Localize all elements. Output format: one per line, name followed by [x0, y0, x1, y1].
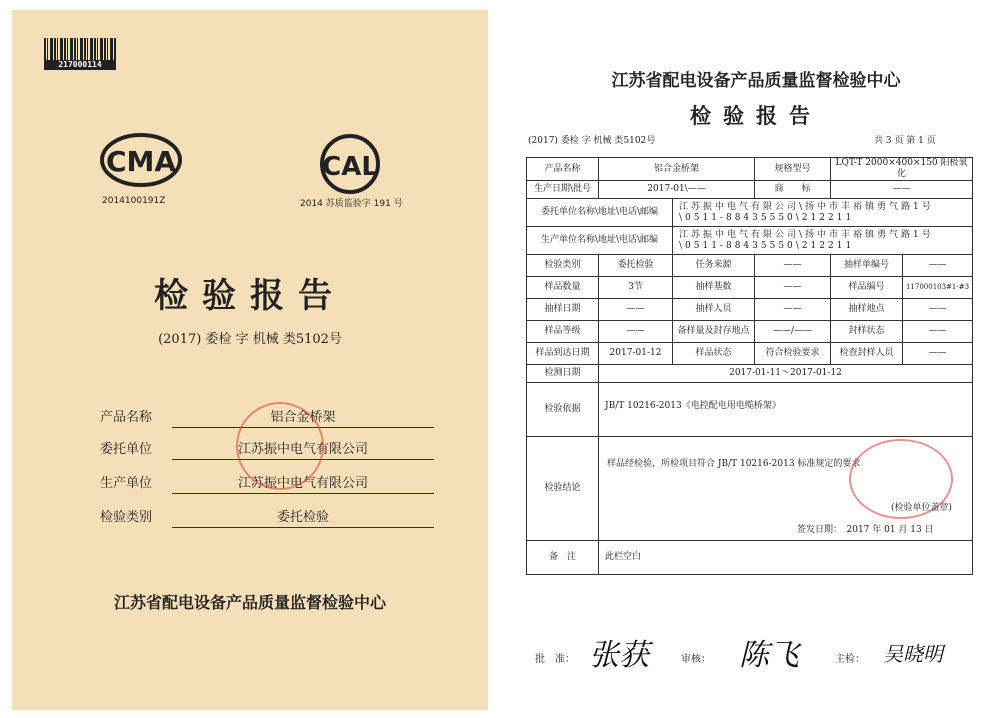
report-title: 检验报告 [690, 103, 822, 128]
cal-logo-text: CAL [322, 152, 378, 182]
cell-value: —— [755, 299, 831, 321]
cell-label: 生产日期\批号 [527, 181, 599, 199]
cover-field-label: 检验类别 [100, 510, 153, 525]
cell-label: 抽样地点 [831, 299, 903, 321]
cover-field-label: 生产单位 [100, 476, 153, 491]
cma-logo [100, 133, 182, 187]
cal-code: 2014 苏质监验字 191 号 [300, 199, 403, 209]
cover-field-value: 江苏振中电气有限公司 [172, 472, 434, 494]
cell-label: 样品到达日期 [527, 343, 599, 365]
cell-label: 检测日期 [527, 365, 599, 383]
seal-note: (检验单位盖章) [891, 503, 953, 513]
cover-field-label: 产品名称 [100, 410, 153, 425]
cell-value: —— [903, 321, 973, 343]
cell-value: 江苏振中电气有限公司\扬中市丰裕镇勇气路1号\0511-88435550\212211 [673, 199, 973, 227]
cell-value: —— [903, 255, 973, 277]
approve-label: 批 准： [535, 654, 575, 665]
cell-value: LQT-T 2000×400×150 阳极氧化 [831, 158, 973, 181]
cell-label: 检查封样人员 [831, 343, 903, 365]
cell-value: ——/—— [755, 321, 831, 343]
cell-label: 样品状态 [673, 343, 755, 365]
cell-label: 商 标 [755, 181, 831, 199]
cell-value: 江苏振中电气有限公司\扬中市丰裕镇勇气路1号\0511-88435550\212211 [673, 227, 973, 255]
cover-field-value: 铝合金桥架 [172, 406, 434, 428]
cell-label: 备 注 [527, 541, 599, 575]
cell-value: JB/T 10216-2013《电控配电用电缆桥架》 [599, 383, 973, 437]
cell-value: —— [903, 299, 973, 321]
cell-value: 铝合金桥架 [599, 158, 755, 181]
cell-label: 检验依据 [527, 383, 599, 437]
cell-label: 抽样日期 [527, 299, 599, 321]
report-table [526, 157, 972, 623]
approve-signature: 张获 [589, 638, 649, 673]
issue-date: 签发日期： 2017 年 01 月 13 日 [797, 525, 934, 535]
cell-value: —— [755, 255, 831, 277]
cell-label: 样品编号 [831, 277, 903, 299]
report-number: (2017) 委检 字 机械 类5102号 [528, 136, 656, 146]
review-label: 审核： [681, 654, 711, 665]
conclusion-cell [599, 437, 973, 541]
cell-value: —— [599, 299, 673, 321]
cover-report-number: (2017) 委检 字 机械 类5102号 [158, 332, 342, 347]
cell-label: 样品数量 [527, 277, 599, 299]
cell-value: 2017-01-11～2017-01-12 [599, 365, 973, 383]
chief-signature: 吴晓明 [883, 642, 943, 666]
cma-code: 2014100191Z [102, 196, 166, 206]
cma-logo-text: CMA [105, 145, 177, 178]
report-organization: 江苏省配电设备产品质量监督检验中心 [611, 71, 901, 91]
cell-label: 检验结论 [527, 437, 599, 541]
cell-label: 抽样单编号 [831, 255, 903, 277]
cell-label: 检验类别 [527, 255, 599, 277]
cell-label: 生产单位名称\地址\电话\邮编 [527, 227, 673, 255]
cell-label: 委托单位名称\地址\电话\邮编 [527, 199, 673, 227]
cell-value: 2017-01\—— [599, 181, 755, 199]
cell-value: —— [903, 343, 973, 365]
cell-label: 抽样人员 [673, 299, 755, 321]
cal-logo [318, 133, 382, 195]
cell-label: 产品名称 [527, 158, 599, 181]
chief-label: 主检： [835, 654, 865, 665]
cell-label: 样品等级 [527, 321, 599, 343]
cell-value: —— [755, 277, 831, 299]
cover-field-label: 委托单位 [100, 442, 153, 457]
review-signature: 陈飞 [739, 638, 799, 673]
cell-label: 规格型号 [755, 158, 831, 181]
cover-field-value: 委托检验 [172, 506, 434, 528]
cell-label: 封样状态 [831, 321, 903, 343]
cover-red-seal [236, 402, 324, 490]
cell-label: 备样量及封存地点 [673, 321, 755, 343]
cover-field-value: 江苏振中电气有限公司 [172, 438, 434, 460]
cell-value: 2017-01-12 [599, 343, 673, 365]
signature-row [535, 628, 995, 688]
cell-value: 3节 [599, 277, 673, 299]
cover-field-test-type [100, 504, 430, 526]
cell-label: 任务来源 [673, 255, 755, 277]
conclusion-text: 样品经检验，所检项目符合 JB/T 10216-2013 标准规定的要求 [607, 459, 861, 469]
barcode [44, 38, 116, 60]
cell-value: 117000103#1-#3 [903, 277, 973, 299]
page-info: 共 3 页 第 1 页 [874, 136, 936, 146]
cover-organization: 江苏省配电设备产品质量监督检验中心 [113, 593, 386, 612]
cell-value: 此栏空白 [599, 541, 973, 575]
cell-label: 抽样基数 [673, 277, 755, 299]
cover-title: 检验报告 [154, 276, 346, 316]
cell-value: —— [599, 321, 673, 343]
cell-value: 委托检验 [599, 255, 673, 277]
cell-value: 符合检验要求 [755, 343, 831, 365]
cell-value: —— [831, 181, 973, 199]
barcode-number: 217000114 [44, 60, 116, 70]
